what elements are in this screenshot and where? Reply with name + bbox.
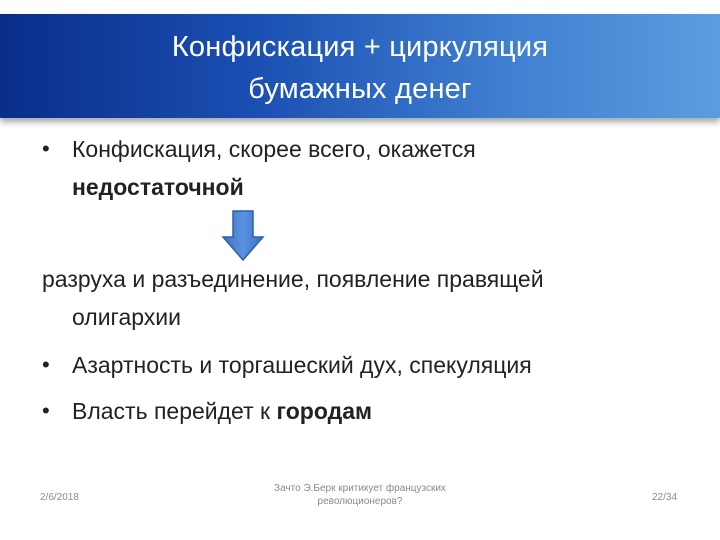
footer-date: 2/6/2018 — [40, 492, 79, 503]
slide-title-line-2: бумажных денег — [248, 73, 472, 105]
bullet-glyph: • — [42, 136, 50, 161]
bullet-text-2: Азартность и торгашеский дух, спекуляция — [72, 352, 532, 378]
bullet-1-bold: недостаточной — [72, 174, 244, 200]
slide-title-bar — [0, 14, 720, 118]
plain-line-1: разруха и разъединение, появление правящей — [42, 266, 544, 292]
slide-title-line-1: Конфискация + циркуляция — [171, 31, 549, 63]
bullet-1-continuation — [72, 168, 244, 206]
down-arrow-icon — [221, 210, 265, 262]
bullet-text-1 — [72, 130, 476, 168]
bullet-3-prefix: Власть перейдет к — [72, 398, 277, 424]
bullet-1-prefix: Конфискация, скорее всего, окажется — [72, 136, 476, 162]
bullet-text-3 — [72, 392, 372, 430]
footer-page-number: 22/34 — [652, 492, 678, 503]
plain-line-2: олигархии — [72, 304, 181, 330]
footer-center-line-2: революционеров? — [317, 496, 403, 507]
slide-footer — [0, 480, 720, 540]
bullet-3-bold: городам — [276, 398, 372, 424]
bullet-glyph: • — [42, 398, 50, 423]
footer-center-text — [250, 482, 470, 508]
bullet-glyph: • — [42, 352, 50, 377]
footer-center-line-1: Зачто Э.Берк критикует французских — [274, 483, 446, 494]
